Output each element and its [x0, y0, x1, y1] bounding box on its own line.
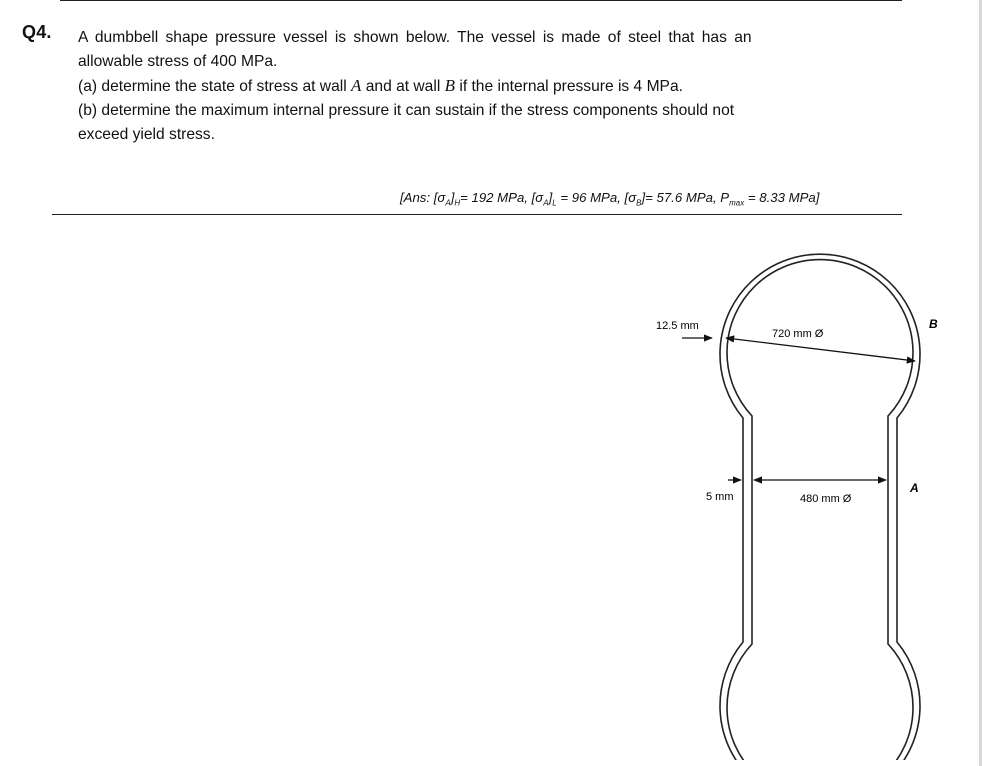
- answer-line: [400, 190, 819, 208]
- wall-b-variable: B: [444, 76, 456, 95]
- sphere-thickness-label: 12.5 mm: [656, 320, 699, 332]
- wall-a-label: A: [910, 481, 919, 495]
- part-a-text-2: and at wall: [361, 78, 445, 95]
- wall-b-label: B: [929, 317, 938, 331]
- sphere-diameter-line: [726, 338, 915, 361]
- dumbbell-vessel-diagram: [640, 230, 940, 760]
- question-line-1: A dumbbell shape pressure vessel is shown below. The vessel is made of steel that has an: [78, 29, 752, 46]
- sphere-diameter-label: 720 mm Ø: [772, 328, 824, 340]
- sigma-a-subscript: A: [445, 198, 451, 208]
- question-number: Q4.: [22, 22, 52, 42]
- answer-max-pressure: = 8.33 MPa]: [744, 190, 820, 205]
- longitudinal-subscript: L: [552, 198, 557, 208]
- part-a-text-1: (a) determine the state of stress at wall: [78, 78, 352, 95]
- answer-text-open: [Ans: [: [400, 190, 438, 205]
- part-a-text-3: if the internal pressure is 4 MPa.: [455, 78, 683, 95]
- question-line-2: allowable stress of 400 MPa.: [78, 53, 278, 70]
- cylinder-thickness-label: 5 mm: [706, 491, 734, 503]
- answer-bracket: ]: [548, 190, 553, 205]
- cylinder-diameter-label: 480 mm Ø: [800, 493, 852, 505]
- sigma-symbol: σ: [628, 190, 637, 205]
- sigma-a-subscript: A: [543, 198, 549, 208]
- answer-rule: [52, 214, 902, 215]
- sigma-symbol: σ: [535, 190, 544, 205]
- hoop-subscript: H: [454, 198, 461, 208]
- question-part-b-line-1: (b) determine the maximum internal pressure it can sustain if the stress components should not: [78, 102, 735, 119]
- sigma-b-subscript: B: [636, 198, 642, 208]
- question-part-a: [78, 74, 878, 99]
- answer-hoop-value: = 192 MPa, [: [460, 190, 536, 205]
- wall-a-variable: A: [351, 76, 362, 95]
- answer-longitudinal-value: = 96 MPa, [: [556, 190, 629, 205]
- answer-sphere-value: ]= 57.6 MPa, P: [641, 190, 730, 205]
- answer-bracket: ]: [450, 190, 455, 205]
- sigma-symbol: σ: [437, 190, 446, 205]
- max-subscript: max: [729, 198, 745, 208]
- question-text: [78, 26, 878, 147]
- top-rule: [60, 0, 902, 1]
- question-part-b-line-2: exceed yield stress.: [78, 126, 215, 143]
